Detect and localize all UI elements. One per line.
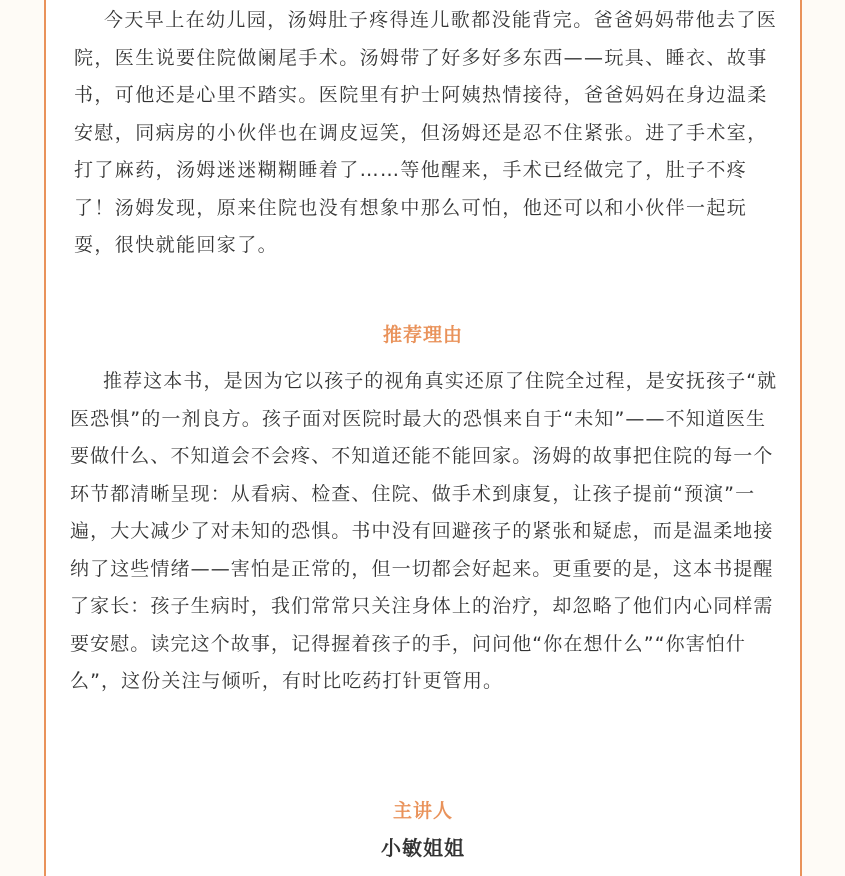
story-paragraph: 今天早上在幼儿园，汤姆肚子疼得连儿歌都没能背完。爸爸妈妈带他去了医院，医生说要住院做阑尾手术。汤姆带了好多好多东西——玩具、睡衣、故事书，可他还是心里不踏实。医院里有护士阿姨热情接待，爸爸妈妈在身边温柔安慰，同病房的小伙伴也在调皮逗笑，但汤姆还是忍不住紧张。进了手术室，打了麻药，汤姆迷迷糊糊睡着了……等他醒来，手术已经做完了，肚子不疼了！汤姆发现，原来住院也没有想象中那么可怕，他还可以和小伙伴一起玩耍，很快就能回家了。 bbox=[74, 9, 778, 256]
speaker-title: 主讲人 bbox=[392, 800, 453, 822]
recommend-paragraph: 推荐这本书，是因为它以孩子的视角真实还原了住院全过程，是安抚孩子“就医恐惧”的一剂良方。孩子面对医院时最大的恐惧来自于“未知”——不知道医生要做什么、不知道会不会疼、不知道还能不能回家。汤姆的故事把住院的每一个环节都清晰呈现：从看病、检查、住院、做手术到康复，让孩子提前“预演”一遍，大大减少了对未知的恐惧。书中没有回避孩子的紧张和疑虑，而是温柔地接纳了这些情绪——害怕是正常的，但一切都会好起来。更重要的是，这本书提醒了家长：孩子生病时，我们常常只关注身体上的治疗，却忽略了他们内心同样需要安慰。读完这个故事，记得握着孩子的手，问问他“你在想什么”“你害怕什么”，这份关注与倾听，有时比吃药打针更管用。 bbox=[70, 370, 778, 692]
speaker-name: 小敏姐姐 bbox=[381, 836, 465, 860]
recommend-title: 推荐理由 bbox=[382, 324, 463, 346]
